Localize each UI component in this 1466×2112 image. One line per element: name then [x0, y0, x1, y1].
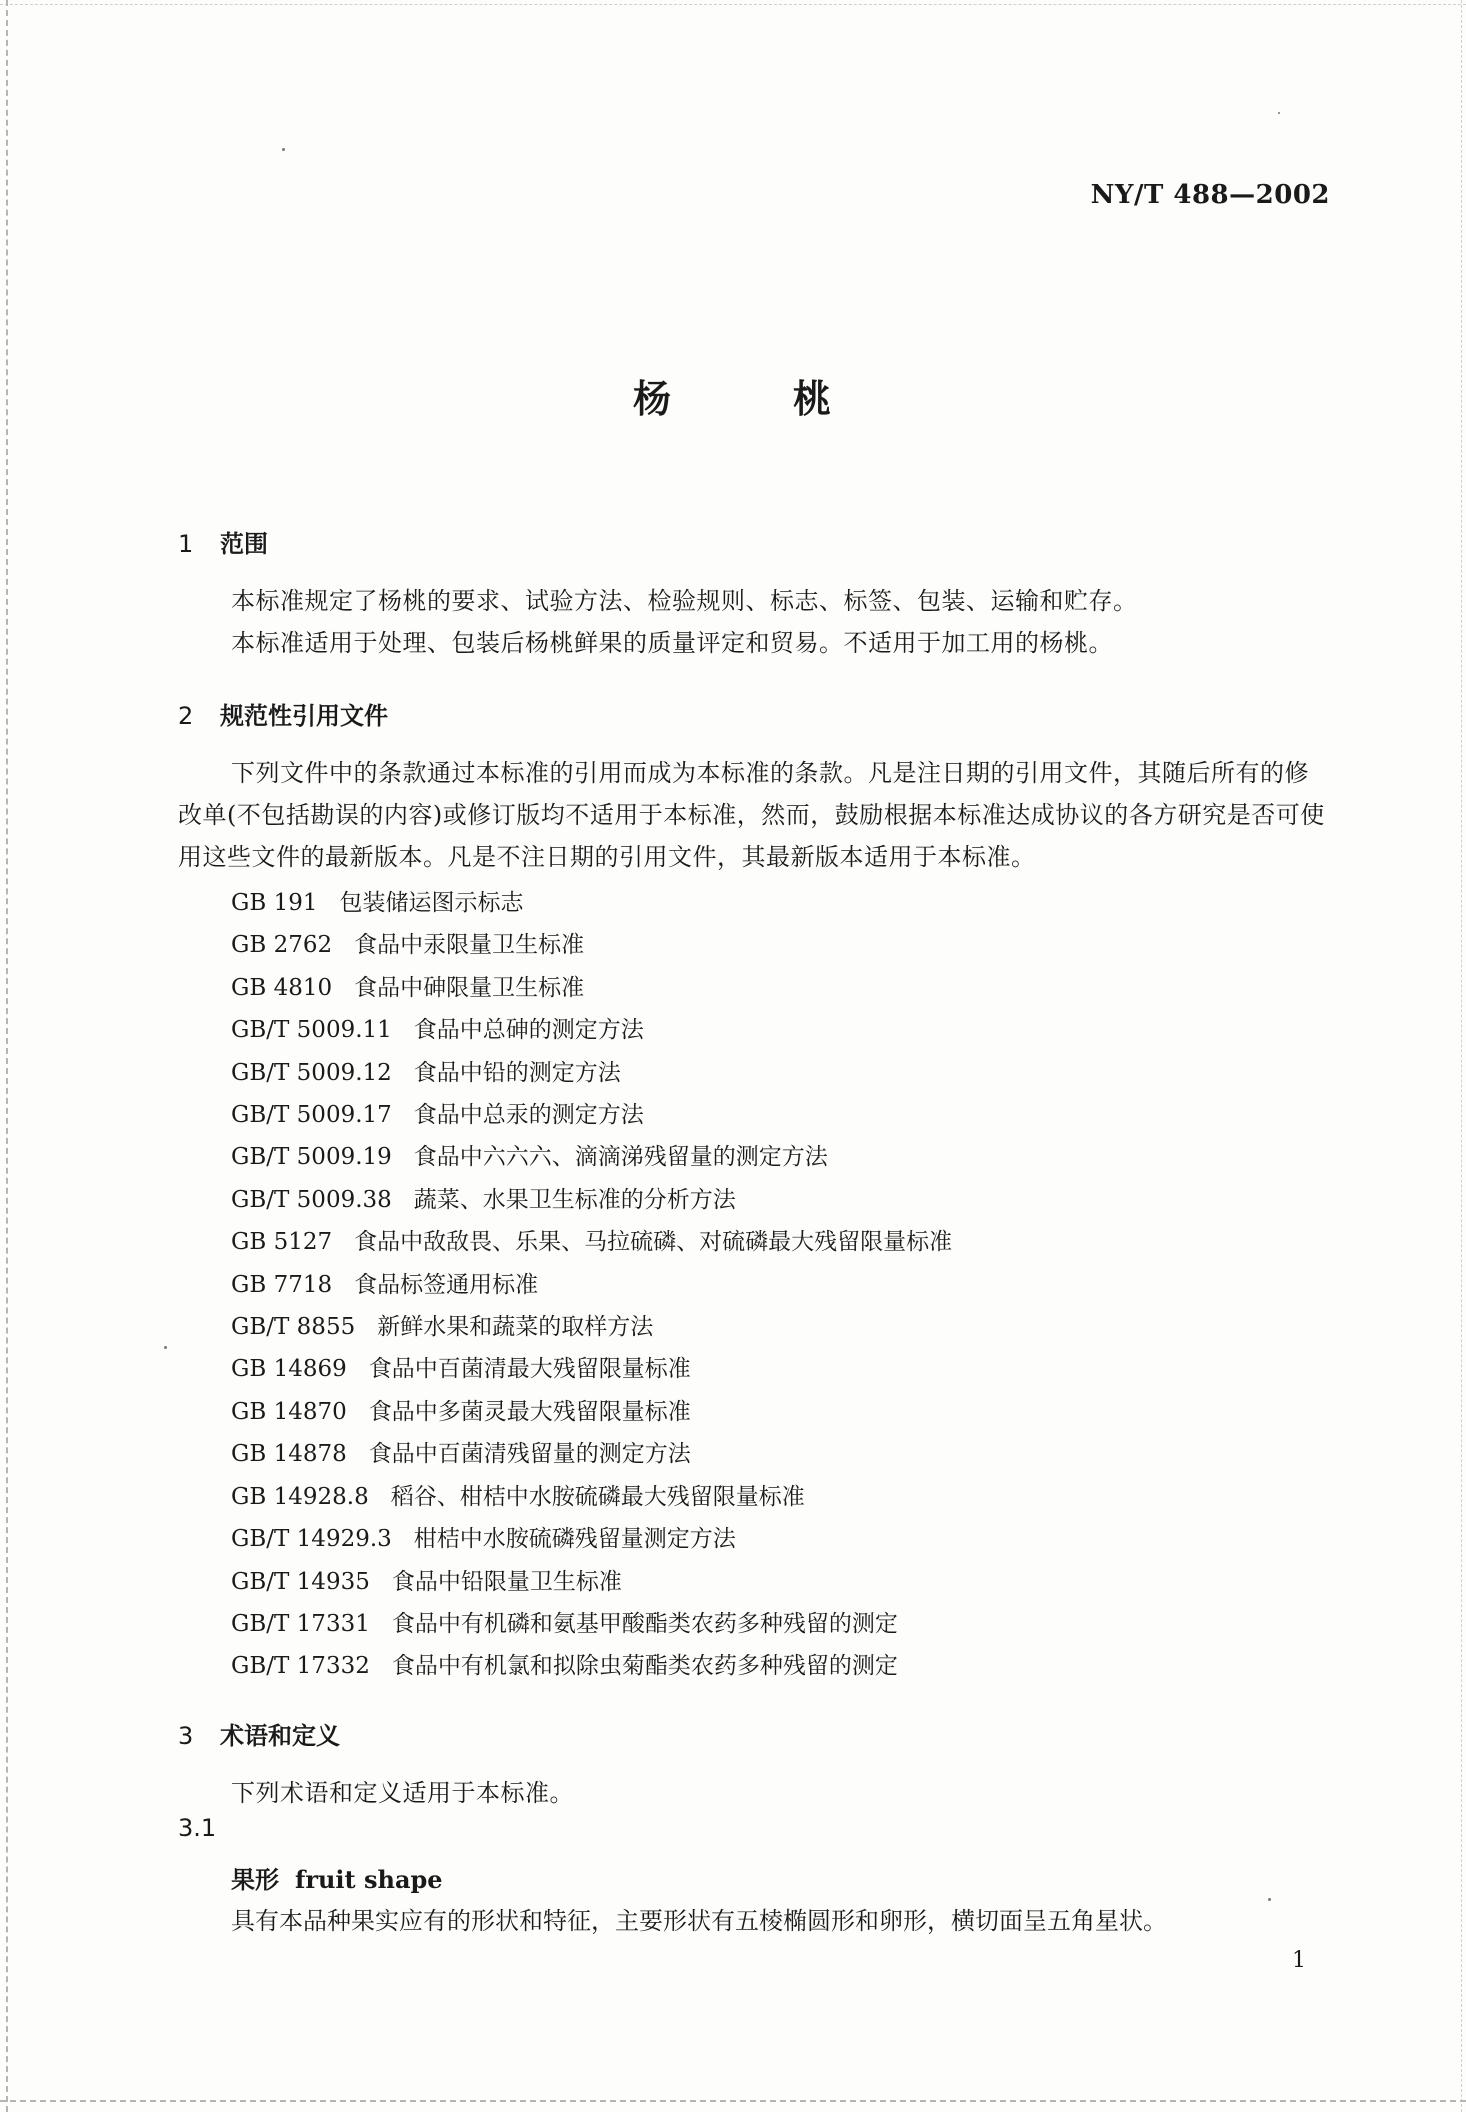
term-english: fruit shape — [295, 1865, 443, 1894]
clause-number: 3.1 — [178, 1814, 217, 1842]
scan-edge-bottom — [0, 2100, 1466, 2102]
reference-item: GB/T 14929.3 柑桔中水胺硫磷残留量测定方法 — [231, 1526, 736, 1553]
section-title: 范围 — [220, 530, 268, 558]
reference-item: GB 7718 食品标签通用标准 — [231, 1271, 539, 1298]
section-3-heading — [178, 1716, 340, 1751]
reference-item: GB 191 包装储运图示标志 — [231, 890, 524, 916]
reference-item: GB 14878 食品中百菌清残留量的测定方法 — [231, 1441, 691, 1468]
term-definition: 具有本品种果实应有的形状和特征，主要形状有五棱椭圆形和卵形，横切面呈五角星状。 — [231, 1907, 1167, 1935]
reference-item: GB 14869 食品中百菌清最大残留限量标准 — [231, 1356, 691, 1383]
section-title: 规范性引用文件 — [220, 702, 388, 730]
section-title: 术语和定义 — [220, 1722, 340, 1750]
title-char-2: 桃 — [793, 377, 834, 421]
reference-list — [231, 882, 952, 1688]
reference-item: GB/T 17332 食品中有机氯和拟除虫菊酯类农药多种残留的测定 — [231, 1653, 898, 1680]
section-2-heading — [178, 696, 388, 731]
section-number: 3 — [178, 1722, 194, 1750]
section-number: 2 — [178, 702, 194, 730]
reference-item: GB 5127 食品中敌敌畏、乐果、马拉硫磷、对硫磷最大残留限量标准 — [231, 1229, 953, 1256]
scan-edge-top — [0, 4, 1466, 5]
reference-item: GB/T 5009.19 食品中六六六、滴滴涕残留量的测定方法 — [231, 1144, 828, 1171]
reference-item: GB/T 5009.12 食品中铅的测定方法 — [231, 1059, 621, 1086]
references-intro: 下列文件中的条款通过本标准的引用而成为本标准的条款。凡是注日期的引用文件，其随后所有的修改单(不包括勘误的内容)或修订版均不适用于本标准，然而，鼓励根据本标准达成协议的各方研究是否可使用这些文件的最新版本。凡是不注日期的引用文件，其最新版本适用于本标准。 — [178, 759, 1325, 871]
term-heading — [231, 1860, 443, 1895]
page-number: 1 — [1292, 1948, 1306, 1973]
reference-item: GB 14870 食品中多菌灵最大残留限量标准 — [231, 1398, 691, 1425]
reference-item: GB 4810 食品中砷限量卫生标准 — [231, 974, 585, 1001]
standard-code: NY/T 488—2002 — [1090, 180, 1330, 210]
terms-intro: 下列术语和定义适用于本标准。 — [231, 1779, 574, 1807]
title-char-1: 杨 — [632, 377, 673, 421]
reference-item: GB 14928.8 稻谷、柑桔中水胺硫磷最大残留限量标准 — [231, 1483, 805, 1510]
reference-item: GB 2762 食品中汞限量卫生标准 — [231, 932, 585, 959]
scan-speck — [1278, 112, 1280, 114]
reference-item: GB/T 5009.17 食品中总汞的测定方法 — [231, 1102, 644, 1129]
scan-speck — [164, 1346, 167, 1349]
term-chinese: 果形 — [231, 1866, 279, 1894]
reference-item: GB/T 5009.11 食品中总砷的测定方法 — [231, 1017, 644, 1044]
scan-speck — [282, 148, 285, 151]
scan-edge-right — [1461, 0, 1462, 2112]
section-number: 1 — [178, 530, 194, 558]
section-1-heading — [178, 524, 268, 559]
reference-item: GB/T 5009.38 蔬菜、水果卫生标准的分析方法 — [231, 1186, 736, 1213]
scan-speck — [1268, 1898, 1271, 1901]
reference-item: GB/T 17331 食品中有机磷和氨基甲酸酯类农药多种残留的测定 — [231, 1610, 898, 1637]
document-title — [0, 368, 1466, 423]
scope-paragraph-1: 本标准规定了杨桃的要求、试验方法、检验规则、标志、标签、包装、运输和贮存。 — [231, 587, 1138, 615]
reference-item: GB/T 8855 新鲜水果和蔬菜的取样方法 — [231, 1314, 654, 1341]
scope-paragraph-2: 本标准适用于处理、包装后杨桃鲜果的质量评定和贸易。不适用于加工用的杨桃。 — [231, 629, 1113, 657]
reference-item: GB/T 14935 食品中铅限量卫生标准 — [231, 1568, 622, 1595]
scan-edge-left — [6, 0, 8, 2112]
